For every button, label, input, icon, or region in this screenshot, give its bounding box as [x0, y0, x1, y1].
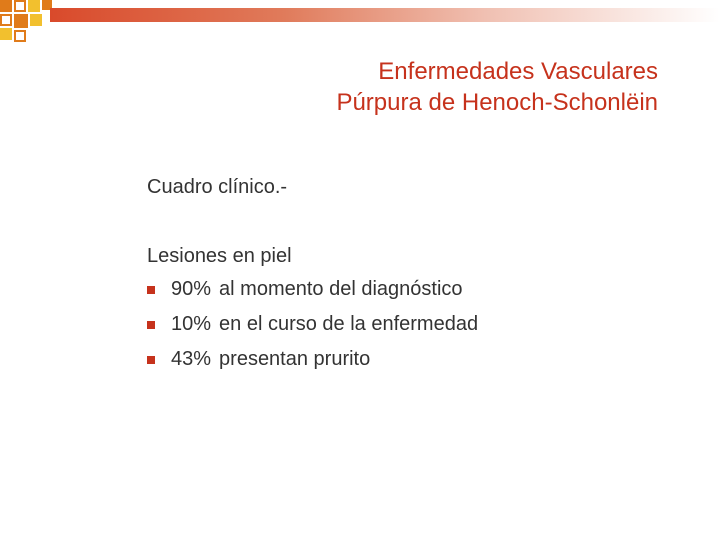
title-line-1: Enfermedades Vasculares: [378, 58, 658, 85]
decor-square-yellow-3: [0, 28, 12, 40]
decor-square-orange-1: [0, 0, 12, 12]
bullet-percent: 90%: [171, 278, 212, 300]
spacer: [147, 202, 478, 240]
decor-square-yellow-1: [28, 0, 40, 12]
bullet-text: en el curso de la enfermedad: [219, 313, 479, 335]
decor-square-outline-1: [14, 0, 26, 12]
top-accent-bar: [50, 8, 720, 22]
bullet-percent: 10%: [171, 313, 212, 335]
subheading: Cuadro clínico.-: [147, 176, 288, 198]
bullet-item: [147, 272, 478, 307]
bullet-item: [147, 342, 478, 377]
square-bullet-icon: [147, 356, 155, 364]
title-line-2: Púrpura de Henoch-Schonlëin: [336, 89, 658, 116]
square-bullet-icon: [147, 286, 155, 294]
section-label: Lesiones en piel: [147, 245, 292, 267]
bullet-text: presentan prurito: [219, 348, 371, 370]
bullet-text: al momento del diagnóstico: [219, 278, 463, 300]
square-bullet-icon: [147, 321, 155, 329]
bullet-list: [147, 272, 478, 377]
decor-square-outline-3: [14, 30, 26, 42]
decor-square-orange-3: [14, 14, 28, 28]
slide-body: [147, 172, 478, 377]
slide-title: [336, 56, 658, 118]
bullet-item: [147, 307, 478, 342]
decor-square-yellow-2: [30, 14, 42, 26]
bullet-percent: 43%: [171, 348, 212, 370]
decor-square-outline-2: [0, 14, 12, 26]
